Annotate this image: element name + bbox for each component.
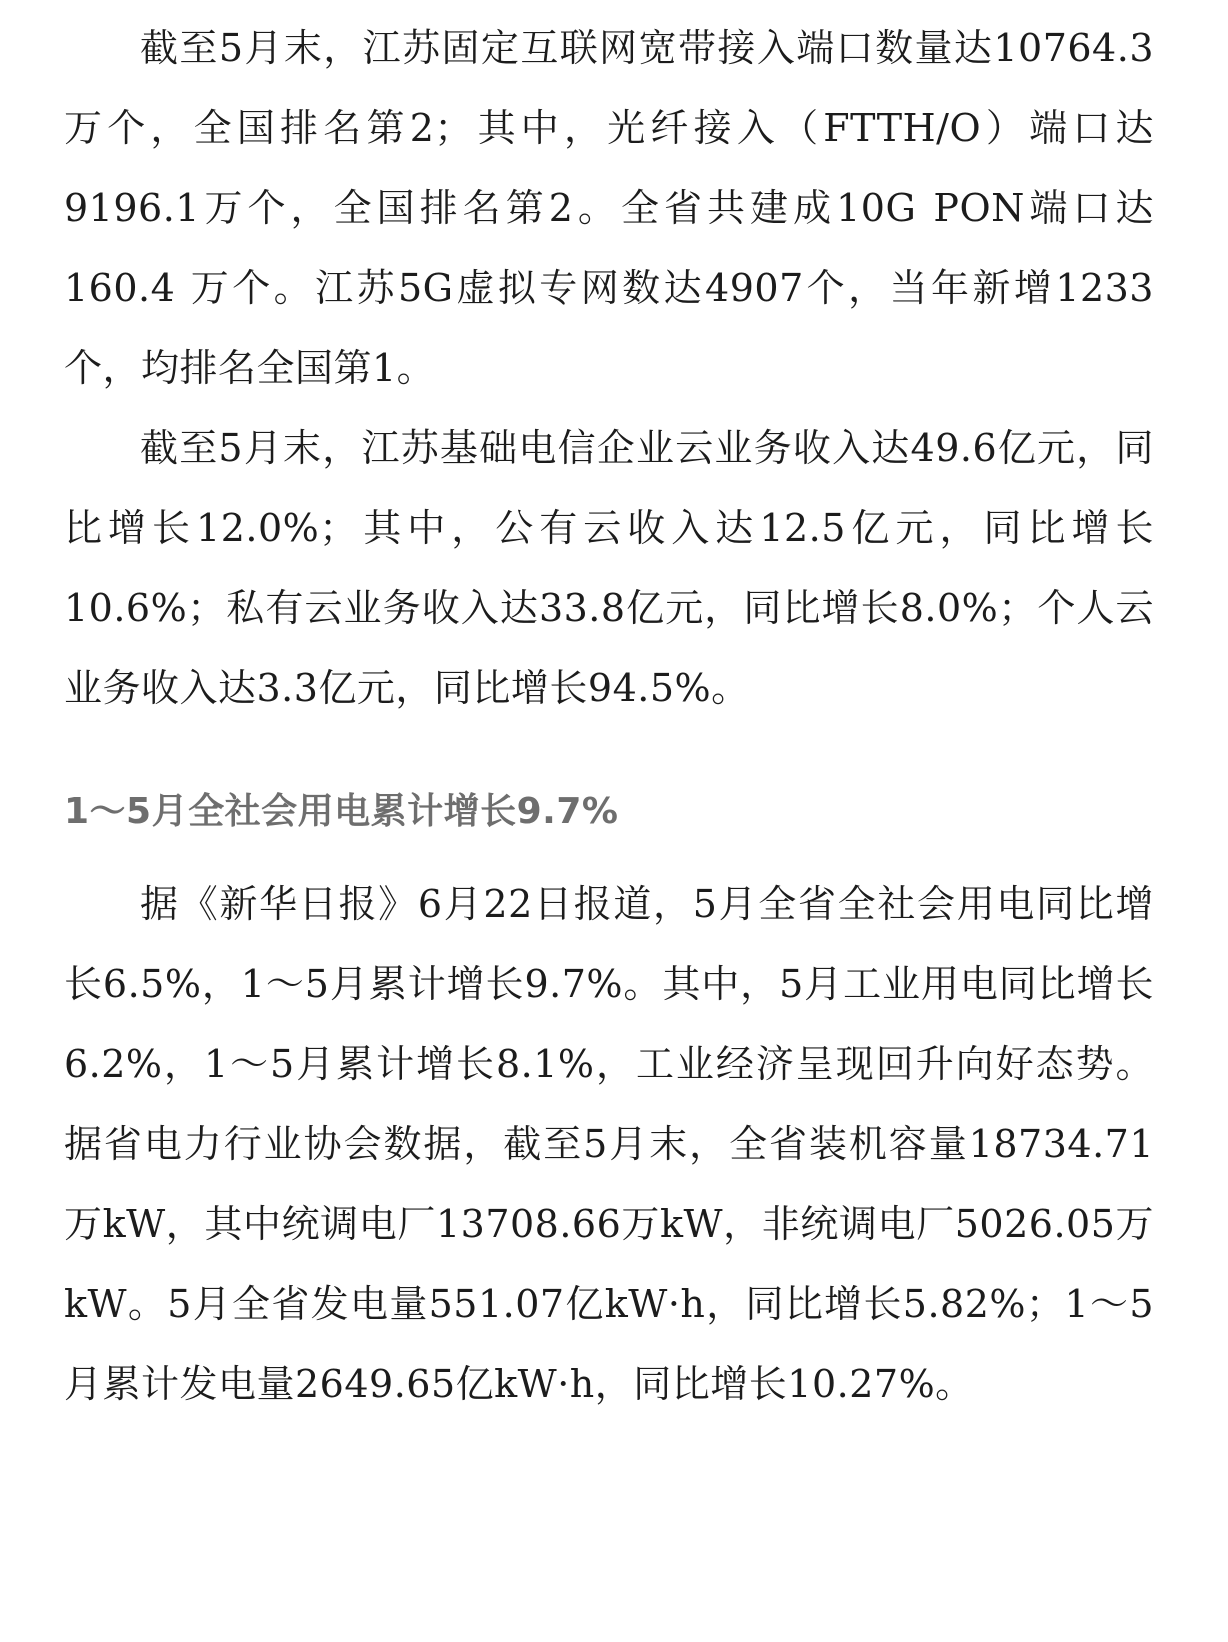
- document-page: [64, 8, 1154, 1424]
- electricity-usage-paragraph: 据《新华日报》6月22日报道，5月全省全社会用电同比增长6.5%，1～5月累计增长9.7%。其中，5月工业用电同比增长6.2%，1～5月累计增长8.1%，工业经济呈现回升向好态势。据省电力行业协会数据，截至5月末，全省装机容量18734.71万kW，其中统调电厂13708.66万kW，非统调电厂5026.05万kW。5月全省发电量551.07亿kW·h，同比增长5.82%；1～5月累计发电量2649.65亿kW·h，同比增长10.27%。: [64, 882, 1154, 1406]
- heading-spacer: [64, 852, 1154, 864]
- electricity-section: [64, 772, 1154, 1424]
- section-heading: 1～5月全社会用电累计增长9.7%: [64, 791, 619, 832]
- cloud-revenue-paragraph: 截至5月末，江苏基础电信企业云业务收入达49.6亿元，同比增长12.0%；其中，公有云收入达12.5亿元，同比增长10.6%；私有云业务收入达33.8亿元，同比增长8.0%；个人云业务收入达3.3亿元，同比增长94.5%。: [64, 426, 1154, 710]
- broadband-ports-paragraph: 截至5月末，江苏固定互联网宽带接入端口数量达10764.3万个，全国排名第2；其中，光纤接入（FTTH/O）端口达9196.1万个，全国排名第2。全省共建成10G PON端口达160.4 万个。江苏5G虚拟专网数达4907个，当年新增1233个，均排名全国第1。: [64, 26, 1154, 390]
- section-spacer: [64, 728, 1154, 772]
- telecom-section: [64, 8, 1154, 728]
